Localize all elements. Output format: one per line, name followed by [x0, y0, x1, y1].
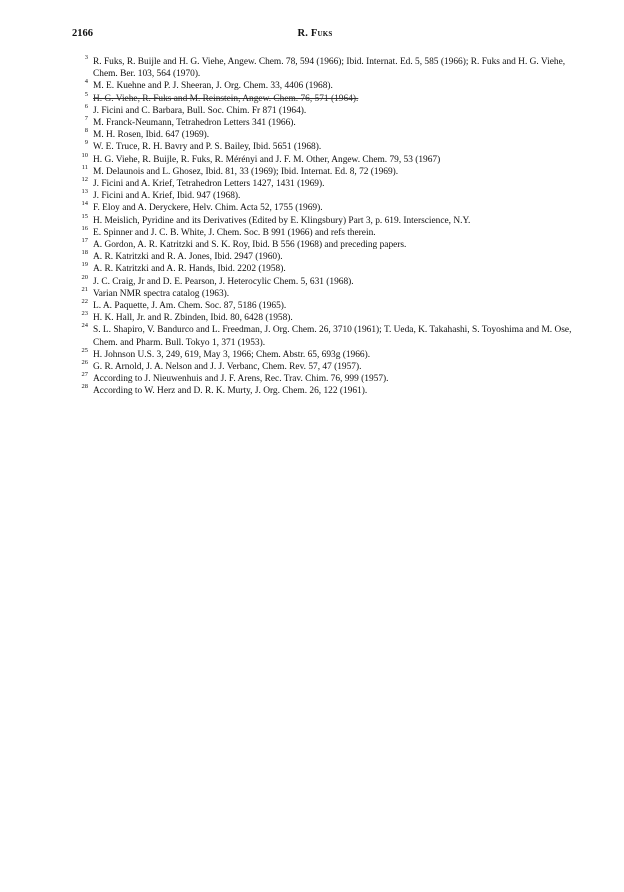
reference-item: [72, 251, 572, 263]
reference-number: 27: [81, 371, 88, 379]
reference-number: 9: [84, 139, 88, 147]
reference-text: H. Meislich, Pyridine and its Derivatives (Edited by E. Klingsbury) Part 3, p. 619. Interscience, N.Y.: [93, 215, 471, 226]
reference-text: J. C. Craig, Jr and D. E. Pearson, J. Heterocylic Chem. 5, 631 (1968).: [93, 276, 354, 287]
reference-text: H. G. Viehe, R. Fuks and M. Reinstein, Angew. Chem. 76, 571 (1964).: [93, 93, 359, 104]
reference-number: 17: [81, 237, 88, 245]
reference-number: 20: [81, 273, 88, 281]
reference-item: [72, 80, 572, 92]
reference-number: 24: [81, 322, 88, 330]
reference-item: [72, 239, 572, 251]
reference-number: 18: [81, 249, 88, 257]
reference-number: 14: [81, 200, 88, 208]
reference-item: [72, 190, 572, 202]
reference-item: [72, 361, 572, 373]
reference-text: J. Ficini and C. Barbara, Bull. Soc. Chim. Fr 871 (1964).: [93, 105, 307, 116]
reference-text: H. Johnson U.S. 3, 249, 619, May 3, 1966; Chem. Abstr. 65, 693g (1966).: [93, 349, 371, 360]
reference-item: [72, 178, 572, 190]
reference-text: L. A. Paquette, J. Am. Chem. Soc. 87, 5186 (1965).: [93, 301, 287, 312]
reference-text: M. H. Rosen, Ibid. 647 (1969).: [93, 130, 210, 141]
reference-text: J. Ficini and A. Krief, Tetrahedron Letters 1427, 1431 (1969).: [93, 179, 325, 190]
reference-text: M. Franck-Neumann, Tetrahedron Letters 341 (1966).: [93, 118, 296, 129]
reference-number: 8: [84, 127, 88, 135]
reference-number: 26: [81, 359, 88, 367]
running-head: R. Fuks: [297, 28, 333, 39]
reference-item: [72, 102, 572, 117]
reference-item: [72, 117, 572, 129]
reference-item: [72, 163, 572, 178]
page-number: 2166: [72, 28, 93, 39]
reference-item: [72, 312, 572, 324]
reference-item: [72, 385, 572, 397]
reference-text: A. Gordon, A. R. Katritzki and S. K. Roy, Ibid. B 556 (1968) and preceding papers.: [93, 240, 407, 251]
reference-number: 25: [81, 346, 88, 354]
reference-item: [72, 141, 572, 153]
reference-text: M. E. Kuehne and P. J. Sheeran, J. Org. Chem. 33, 4406 (1968).: [93, 81, 333, 92]
reference-text: According to W. Herz and D. R. K. Murty, J. Org. Chem. 26, 122 (1961).: [93, 386, 368, 397]
reference-text: J. Ficini and A. Krief, Ibid. 947 (1968).: [93, 191, 241, 202]
reference-number: 13: [81, 188, 88, 196]
reference-item: [72, 202, 572, 214]
reference-item: [72, 273, 572, 288]
reference-item: [72, 151, 572, 166]
reference-number: 7: [84, 115, 88, 123]
reference-text: Varian NMR spectra catalog (1963).: [93, 288, 230, 299]
reference-text: S. L. Shapiro, V. Bandurco and L. Freedman, J. Org. Chem. 26, 3710 (1961); T. Ueda, K. Takahashi, S. Toyoshima and M. Ose, Chem. and Pharm. Bull. Tokyo 1, 371 (1953).: [93, 325, 572, 348]
reference-item: [72, 129, 572, 141]
reference-number: 4: [84, 78, 88, 86]
reference-number: 22: [81, 298, 88, 306]
reference-text: A. R. Katritzki and A. R. Hands, Ibid. 2202 (1958).: [93, 264, 286, 275]
reference-item: [72, 263, 572, 275]
reference-text: A. R. Katritzki and R. A. Jones, Ibid. 2947 (1960).: [93, 252, 283, 263]
reference-number: 21: [81, 285, 88, 293]
reference-list: [72, 56, 572, 398]
reference-text: W. E. Truce, R. H. Bavry and P. S. Bailey, Ibid. 5651 (1968).: [93, 142, 322, 153]
page-header: [72, 28, 558, 44]
reference-number: 11: [81, 163, 88, 171]
reference-item: [72, 373, 572, 385]
reference-number: 10: [81, 151, 88, 159]
reference-number: 28: [81, 383, 88, 391]
reference-number: 3: [84, 54, 88, 61]
reference-number: 5: [84, 90, 88, 98]
reference-text: H. K. Hall, Jr. and R. Zbinden, Ibid. 80, 6428 (1958).: [93, 313, 293, 324]
reference-item: [72, 300, 572, 312]
reference-item: [72, 90, 572, 105]
reference-text: According to J. Nieuwenhuis and J. F. Arens, Rec. Trav. Chim. 76, 999 (1957).: [93, 374, 389, 385]
reference-text: E. Spinner and J. C. B. White, J. Chem. Soc. B 991 (1966) and refs therein.: [93, 227, 376, 238]
reference-item: [72, 346, 572, 361]
reference-text: F. Eloy and A. Deryckere, Helv. Chim. Acta 52, 1755 (1969).: [93, 203, 323, 214]
reference-number: 6: [84, 102, 88, 110]
reference-item: [72, 212, 572, 227]
reference-number: 12: [81, 176, 88, 184]
reference-item: [72, 285, 572, 300]
reference-number: 16: [81, 224, 88, 232]
reference-item: [72, 224, 572, 239]
reference-text: R. Fuks, R. Buijle and H. G. Viehe, Angew. Chem. 78, 594 (1966); Ibid. Internat. Ed. 5, 585 (1966); R. Fuks and H. G. Viehe, Chem. Ber. 103, 564 (1970).: [93, 57, 566, 80]
reference-number: 15: [81, 212, 88, 220]
reference-text: G. R. Arnold, J. A. Nelson and J. J. Verbanc, Chem. Rev. 57, 47 (1957).: [93, 362, 362, 373]
reference-text: H. G. Viehe, R. Buijle, R. Fuks, R. Mérényi and J. F. M. Other, Angew. Chem. 79, 53 (1967): [93, 154, 441, 165]
reference-item: [72, 324, 572, 348]
reference-text: M. Delaunois and L. Ghosez, Ibid. 81, 33 (1969); Ibid. Internat. Ed. 8, 72 (1969).: [93, 166, 399, 177]
reference-number: 19: [81, 261, 88, 269]
reference-number: 23: [81, 310, 88, 318]
reference-item: [72, 56, 572, 80]
